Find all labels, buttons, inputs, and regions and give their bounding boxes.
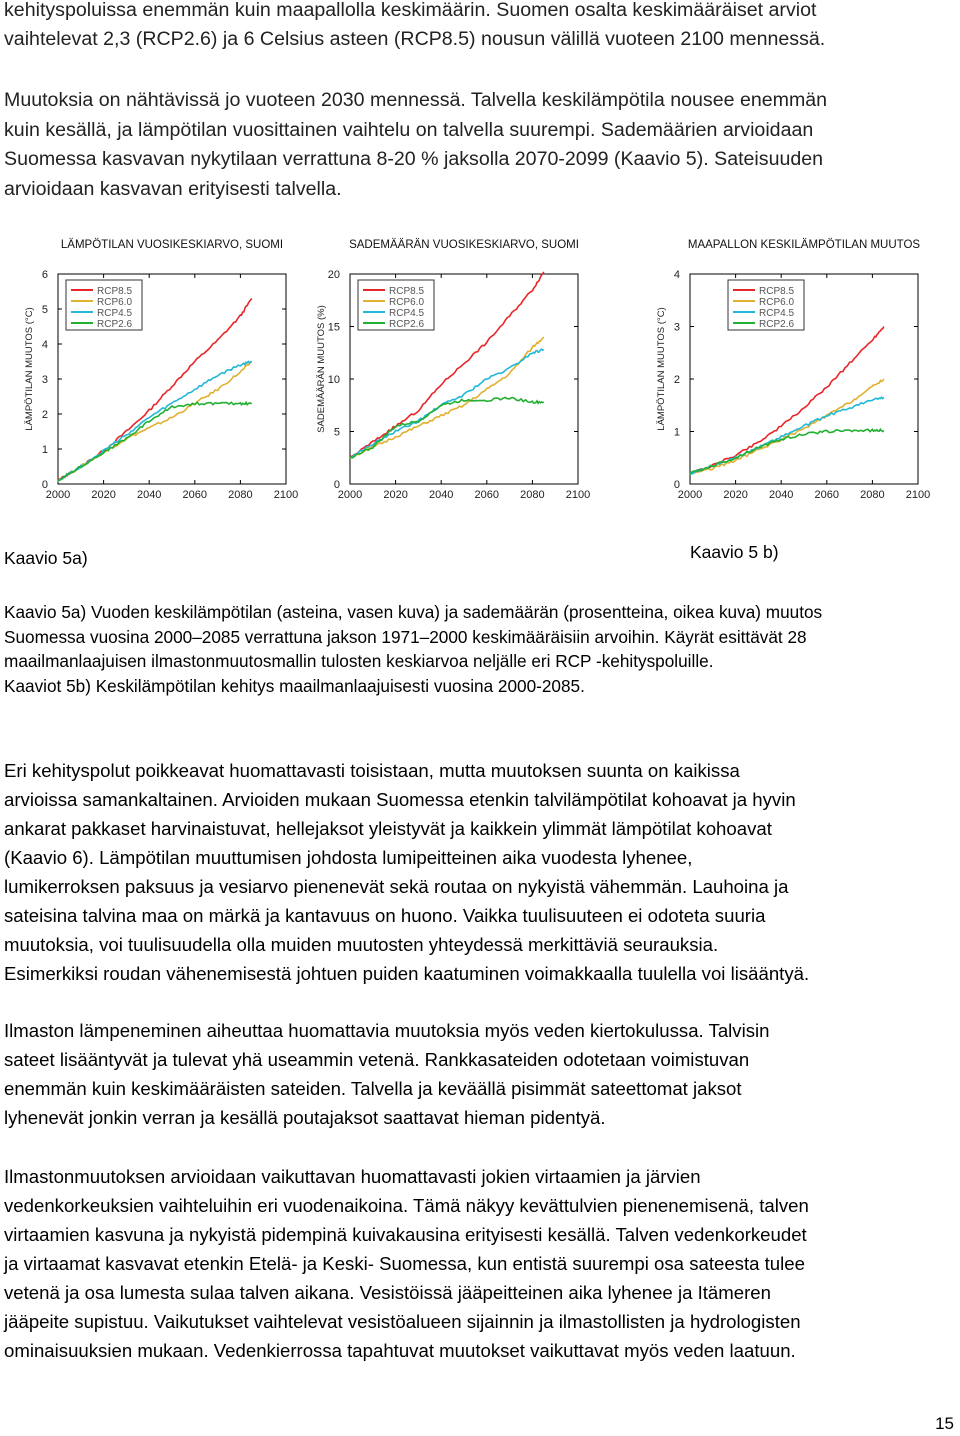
chart-title: MAAPALLON KESKILÄMPÖTILAN MUUTOS bbox=[687, 239, 921, 251]
text-line: maailmanlaajuisen ilmastonmuutosmallin tulosten keskiarvoa neljälle eri RCP -kehityspoluille. bbox=[4, 651, 714, 671]
text-line: vetenä ja osa lumesta sulaa talven aikana. Vesistöissä jääpeitteinen aika lyhenee ja Itämeren bbox=[4, 1282, 771, 1303]
caption-label-5b: Kaavio 5 b) bbox=[690, 542, 779, 562]
x-tick-label: 2040 bbox=[136, 489, 162, 501]
y-tick-label: 0 bbox=[41, 479, 48, 491]
chart-title: SADEMÄÄRÄN VUOSIKESKIARVO, SUOMI bbox=[349, 239, 579, 251]
text-line: vedenkorkeuksien vaihteluihin eri vuodenaikoina. Tämä näkyy kevättulvien pienenemisenä, talven bbox=[4, 1195, 809, 1216]
legend-label: RCP6.0 bbox=[389, 297, 425, 308]
series-line-rcp26 bbox=[350, 397, 544, 458]
text-line: muutoksia, voi tuulisuudella olla muiden muutosten yhteydessä merkittäviä seurauksia. bbox=[4, 934, 719, 955]
text-line: arvioidaan kasvavan erityisesti talvella. bbox=[4, 177, 342, 200]
text-line: Ilmastonmuutoksen arvioidaan vaikuttavan huomattavasti jokien virtaamien ja järvien bbox=[4, 1166, 701, 1187]
text-line: kuin kesällä, ja lämpötilan vuosittainen vaihtelu on talvella suurempi. Sademäärien arvioidaan bbox=[4, 118, 814, 141]
figure-caption bbox=[4, 600, 956, 698]
x-tick-label: 2060 bbox=[814, 489, 840, 501]
text-line: lumikerroksen paksuus ja vesiarvo pienenevät sekä routaa on nykyistä vähemmän. Lauhoina ja bbox=[4, 876, 789, 897]
text-line: sateet lisääntyvät ja tulevat yhä useammin vetenä. Rankkasateiden odotetaan voimistuvan bbox=[4, 1049, 750, 1070]
y-tick-label: 5 bbox=[41, 304, 48, 316]
body-paragraph-1 bbox=[4, 756, 956, 988]
y-tick-label: 10 bbox=[327, 374, 340, 386]
global-temperature-chart bbox=[652, 232, 942, 507]
y-tick-label: 4 bbox=[41, 339, 48, 351]
y-tick-label: 1 bbox=[41, 444, 48, 456]
y-axis-label: LÄMPÖTILAN MUUTOS (°C) bbox=[24, 307, 35, 431]
text-line: sateisina talvina maa on märkä ja kantavuus on huono. Vaikka tuulisuuteen ei odoteta suuria bbox=[4, 905, 766, 926]
body-paragraph-3 bbox=[4, 1162, 956, 1365]
climate-change-paragraph bbox=[4, 86, 956, 204]
text-line: enemmän kuin keskimääräisten sateiden. Talvella ja keväällä pisimmät sateettomat jaksot bbox=[4, 1078, 742, 1099]
y-tick-label: 15 bbox=[327, 321, 340, 334]
text-line: ankarat pakkaset harvinaistuvat, hellejaksot yleistyvät ja kaikkein ylimmät lämpötilat kohoavat bbox=[4, 818, 772, 839]
intro-paragraph bbox=[4, 0, 956, 54]
text-line: kehityspoluissa enemmän kuin maapallolla keskimäärin. Suomen osalta keskimääräiset arviot bbox=[4, 0, 817, 21]
text-line: (Kaavio 6). Lämpötilan muuttumisen johdosta lumipeitteinen aika vuodesta lyhenee, bbox=[4, 847, 693, 868]
y-tick-label: 6 bbox=[41, 269, 48, 281]
y-tick-label: 2 bbox=[673, 374, 680, 386]
text-line: Eri kehityspolut poikkeavat huomattavasti toisistaan, mutta muutoksen suunta on kaikissa bbox=[4, 760, 740, 781]
text-line: Suomessa kasvavan nykytilaan verrattuna 8-20 % jaksolla 2070-2099 (Kaavio 5). Sateisuuden bbox=[4, 148, 824, 170]
x-tick-label: 2040 bbox=[768, 489, 794, 501]
y-tick-label: 20 bbox=[327, 269, 340, 281]
y-axis-label: SADEMÄÄRÄN MUUTOS (%) bbox=[316, 305, 327, 433]
legend-label: RCP4.5 bbox=[97, 308, 133, 319]
text-line: arvioissa samankaltainen. Arvioiden mukaan Suomessa etenkin talvilämpötilat kohoavat ja hyvin bbox=[4, 789, 796, 810]
x-tick-label: 2100 bbox=[273, 489, 299, 501]
legend-label: RCP8.5 bbox=[389, 286, 425, 297]
chart-title: LÄMPÖTILAN VUOSIKESKIARVO, SUOMI bbox=[60, 239, 284, 251]
y-tick-label: 4 bbox=[673, 269, 680, 281]
legend-label: RCP6.0 bbox=[759, 297, 795, 308]
text-line: Kaaviot 5b) Keskilämpötilan kehitys maailmanlaajuisesti vuosina 2000-2085. bbox=[4, 675, 585, 696]
x-tick-label: 2060 bbox=[182, 489, 208, 501]
y-tick-label: 2 bbox=[41, 409, 48, 421]
series-line-rcp85 bbox=[690, 327, 884, 475]
legend-label: RCP2.6 bbox=[759, 319, 795, 330]
text-line: Ilmaston lämpeneminen aiheuttaa huomattavia muutoksia myös veden kiertokulussa. Talvisin bbox=[4, 1020, 770, 1041]
text-line: lyhenevät jonkin verran ja kesällä poutajaksot saattavat hieman pidentyä. bbox=[4, 1107, 606, 1128]
x-tick-label: 2060 bbox=[474, 489, 500, 501]
text-line: ja virtaamat kasvavat etenkin Etelä- ja Keski- Suomessa, kun entistä suurempi osa sateesta tulee bbox=[4, 1253, 805, 1274]
x-tick-label: 2100 bbox=[905, 489, 931, 501]
x-tick-label: 2000 bbox=[677, 489, 703, 501]
legend-label: RCP4.5 bbox=[389, 308, 425, 319]
legend-label: RCP8.5 bbox=[97, 286, 133, 297]
text-line: Suomessa vuosina 2000–2085 verrattuna jakson 1971–2000 keskimääräisiin arvoihin. Käyrät esittävät 28 bbox=[4, 626, 807, 647]
caption-label-5a: Kaavio 5a) bbox=[4, 548, 88, 568]
precipitation-finland-chart bbox=[312, 232, 602, 507]
x-tick-label: 2100 bbox=[565, 489, 591, 501]
x-tick-label: 2080 bbox=[520, 489, 545, 501]
x-tick-label: 2020 bbox=[723, 489, 748, 501]
y-tick-label: 0 bbox=[673, 479, 680, 491]
page-number: 15 bbox=[935, 1414, 954, 1433]
body-paragraph-2 bbox=[4, 1016, 956, 1132]
x-tick-label: 2020 bbox=[383, 489, 408, 501]
temperature-finland-chart bbox=[20, 232, 310, 507]
y-tick-label: 3 bbox=[673, 321, 680, 334]
text-line: ominaisuuksien mukaan. Vedenkierrossa tapahtuvat muutokset vaikuttavat myös veden laatuun. bbox=[4, 1340, 796, 1361]
text-line: jääpeite supistuu. Vaikutukset vaihtelevat vesistöalueen sijainnin ja ilmastollisten ja hydrologisten bbox=[4, 1311, 801, 1332]
y-axis-label: LÄMPÖTILAN MUUTOS (°C) bbox=[656, 307, 667, 431]
y-tick-label: 3 bbox=[41, 374, 48, 386]
legend-label: RCP6.0 bbox=[97, 297, 133, 308]
text-line: Kaavio 5a) Vuoden keskilämpötilan (asteina, vasen kuva) ja sademäärän (prosentteina, oikea kuva) muutos bbox=[4, 602, 823, 622]
y-tick-label: 1 bbox=[673, 426, 680, 439]
text-line: Esimerkiksi roudan vähenemisestä johtuen puiden kaatuminen voimakkaalla tuulella voi lisääntyä. bbox=[4, 963, 810, 984]
x-tick-label: 2000 bbox=[337, 489, 363, 501]
x-tick-label: 2000 bbox=[45, 489, 71, 501]
legend-label: RCP8.5 bbox=[759, 286, 795, 297]
x-tick-label: 2080 bbox=[228, 489, 253, 501]
text-line: Muutoksia on nähtävissä jo vuoteen 2030 mennessä. Talvella keskilämpötila nousee enemmän bbox=[4, 89, 828, 111]
series-line-rcp60 bbox=[690, 379, 884, 474]
x-tick-label: 2080 bbox=[860, 489, 885, 501]
text-line: virtaamien kasvuna ja nykyistä pidempinä kuivakausina erityisesti kesällä. Talven vedenkorkeudet bbox=[4, 1224, 807, 1245]
text-line: vaihtelevat 2,3 (RCP2.6) ja 6 Celsius asteen (RCP8.5) nousun välillä vuoteen 2100 mennessä. bbox=[4, 28, 826, 50]
legend-label: RCP4.5 bbox=[759, 308, 795, 319]
legend-label: RCP2.6 bbox=[97, 319, 133, 330]
x-tick-label: 2040 bbox=[428, 489, 454, 501]
y-tick-label: 0 bbox=[333, 479, 340, 491]
y-tick-label: 5 bbox=[333, 426, 340, 439]
legend-label: RCP2.6 bbox=[389, 319, 425, 330]
x-tick-label: 2020 bbox=[91, 489, 116, 501]
